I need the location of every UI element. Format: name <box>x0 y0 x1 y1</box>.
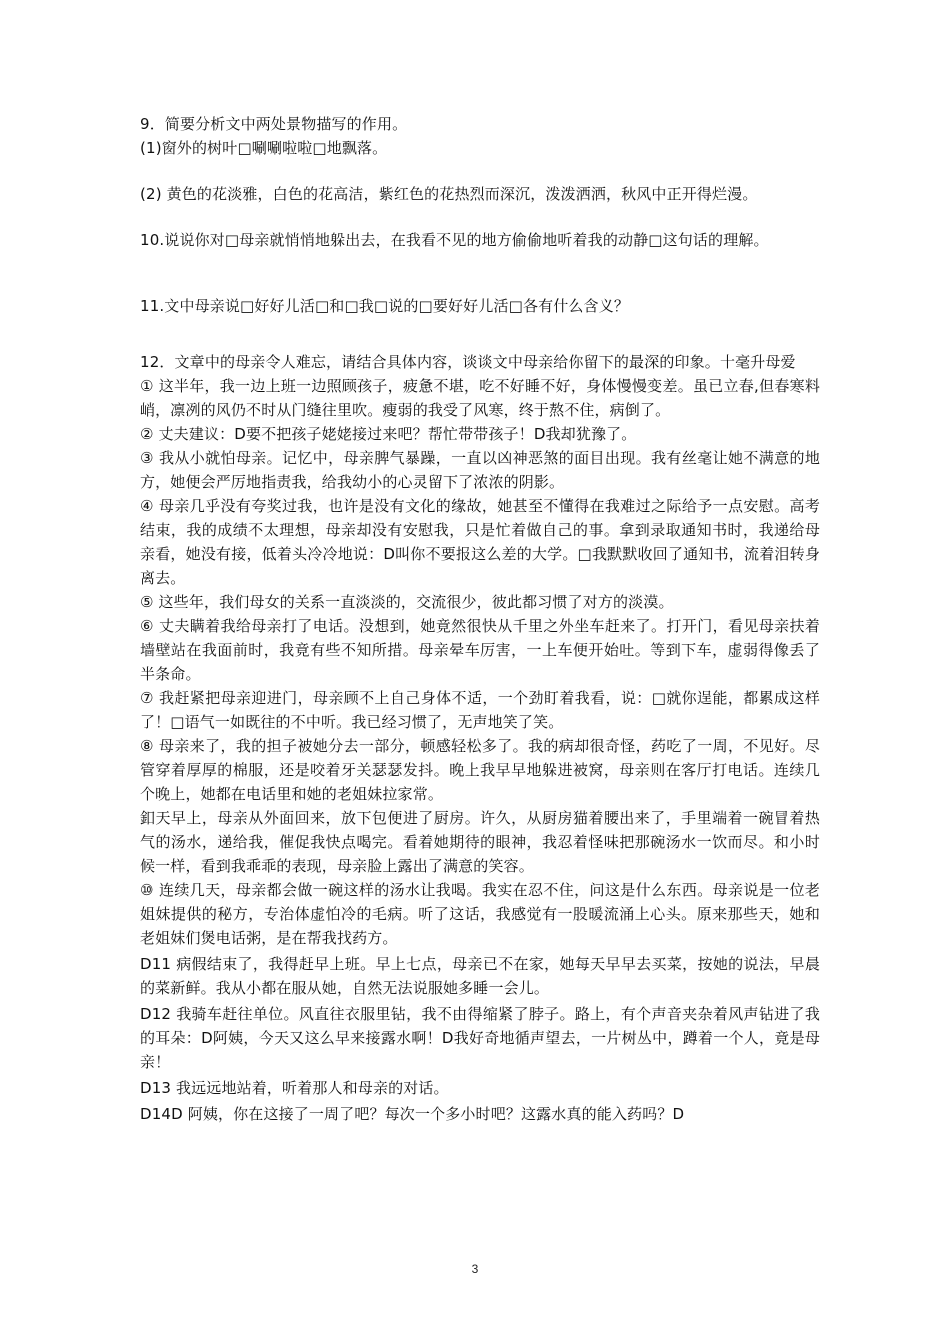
passage-paragraph-2: ② 丈夫建议：D要不把孩子姥姥接过来吧？帮忙带带孩子！D我却犹豫了。 <box>140 425 637 443</box>
passage-paragraph-5: ⑤ 这些年，我们母女的关系一直淡淡的，交流很少，彼此都习惯了对方的淡漠。 <box>140 593 674 611</box>
question-10: 10.说说你对□母亲就悄悄地躲出去，在我看不见的地方偷偷地听着我的动静□这句话的理解。 <box>140 231 769 249</box>
passage-paragraph-8: ⑧ 母亲来了，我的担子被她分去一部分，顿感轻松多了。我的病却很奇怪，药吃了一周，不见好。尽管穿着厚厚的棉服，还是咬着牙关瑟瑟发抖。晚上我早早地躲进被窝，母亲则在客厅打电话。连续几个晚上，她都在电话里和她的老姐妹拉家常。 <box>140 737 820 803</box>
passage-paragraph-1: ① 这半年，我一边上班一边照顾孩子，疲惫不堪，吃不好睡不好，身体慢慢变差。虽已立春,但春寒料峭，凛冽的风仍不时从门缝往里吹。瘦弱的我受了风寒，终于熬不住，病倒了。 <box>140 377 820 419</box>
passage-paragraph-14: D14D 阿姨，你在这接了一周了吧？每次一个多小时吧？这露水真的能入药吗？D <box>140 1105 685 1123</box>
passage-paragraph-9: 釦天早上，母亲从外面回来，放下包便进了厨房。许久，从厨房猫着腰出来了，手里端着一碗冒着热气的汤水，递给我，催促我快点喝完。看着她期待的眼神，我忍着怪味把那碗汤水一饮而尽。和小时候一样，看到我乖乖的表现，母亲脸上露出了满意的笑容。 <box>140 809 820 875</box>
passage-paragraph-13: D13 我远远地站着，听着那人和母亲的对话。 <box>140 1079 449 1097</box>
question-9-item-1: (1)窗外的树叶□唰唰啦啦□地飘落。 <box>140 139 388 157</box>
page-content <box>140 112 820 1126</box>
page-number: 3 <box>471 1262 479 1276</box>
passage-paragraph-11: D11 病假结束了，我得赶早上班。早上七点，母亲已不在家，她每天早早去买菜，按她的说法，早晨的菜新鲜。我从小都在服从她，自然无法说服她多睡一会儿。 <box>140 955 820 997</box>
passage-paragraph-10: ⑩ 连续几天，母亲都会做一碗这样的汤水让我喝。我实在忍不住，问这是什么东西。母亲说是一位老姐妹提供的秘方，专治体虚怕冷的毛病。听了这话，我感觉有一股暖流涌上心头。原来那些天，她和老姐妹们煲电话粥，是在帮我找药方。 <box>140 881 820 947</box>
passage-paragraph-6: ⑥ 丈夫瞒着我给母亲打了电话。没想到，她竟然很快从千里之外坐车赶来了。打开门，看见母亲扶着墙壁站在我面前时，我竟有些不知所措。母亲晕车厉害，一上车便开始吐。等到下车，虚弱得像丢了半条命。 <box>140 617 820 683</box>
question-9-item-2: (2) 黄色的花淡雅，白色的花高洁，紫红色的花热烈而深沉，泼泼洒洒，秋风中正开得烂漫。 <box>140 185 758 203</box>
passage-paragraph-7: ⑦ 我赶紧把母亲迎进门，母亲顾不上自己身体不适，一个劲盯着我看，说：□就你逞能，都累成这样了！□语气一如既往的不中听。我已经习惯了，无声地笑了笑。 <box>140 689 820 731</box>
passage-paragraph-12: D12 我骑车赶往单位。风直往衣服里钻，我不由得缩紧了脖子。路上，有个声音夹杂着风声钻进了我的耳朵：D阿姨，今天又这么早来接露水啊！D我好奇地循声望去，一片树丛中，蹲着一个人，竟是母亲！ <box>140 1005 820 1071</box>
question-11: 11.文中母亲说□好好儿活□和□我□说的□要好好儿活□各有什么含义？ <box>140 297 629 315</box>
question-12: 12．文章中的母亲令人难忘，请结合具体内容，谈谈文中母亲给你留下的最深的印象。十毫升母爱 <box>140 353 796 371</box>
passage-paragraph-3: ③ 我从小就怕母亲。记忆中，母亲脾气暴躁，一直以凶神恶煞的面目出现。我有丝毫让她不满意的地方，她便会严厉地指责我，给我幼小的心灵留下了浓浓的阴影。 <box>140 449 820 491</box>
question-9-title: 9．简要分析文中两处景物描写的作用。 <box>140 115 408 133</box>
passage-paragraph-4: ④ 母亲几乎没有夸奖过我，也许是没有文化的缘故，她甚至不懂得在我难过之际给予一点安慰。高考结束，我的成绩不太理想，母亲却没有安慰我，只是忙着做自己的事。拿到录取通知书时，我递给母亲看，她没有接，低着头冷冷地说：D叫你不要报这么差的大学。□我默默收回了通知书，流着泪转身离去。 <box>140 497 820 587</box>
